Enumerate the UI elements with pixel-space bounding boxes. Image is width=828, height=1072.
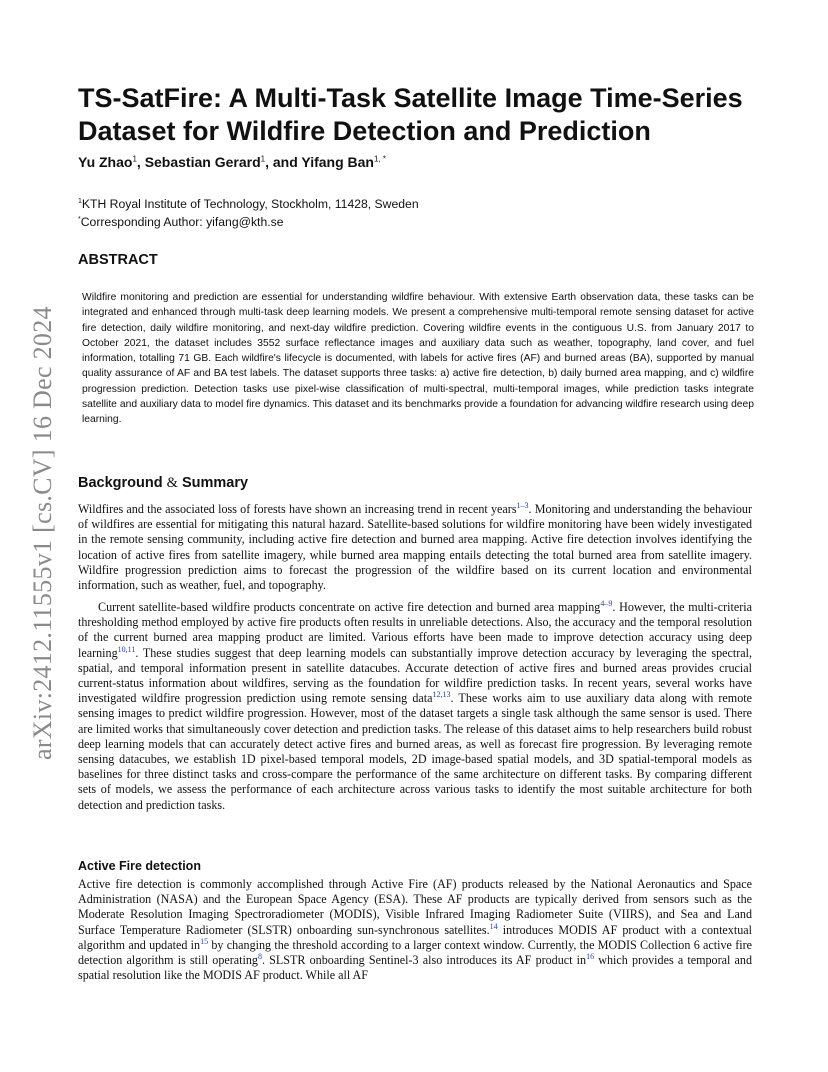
paragraph-text: Active fire detection is commonly accomplished through Active Fire (AF) products released by the National Aeronautics and Space Administration (NASA) and the European Space Agency (ESA). These AF products are typically derived from sensors such as the Moderate Resolution Imaging Spectroradiometer (MODIS), Visible Infrared Imaging Radiometer Suite (VIIRS), and Sea and Land Surface Temperature Radiometer (SLSTR) onboarding sun-synchronous satellites.: [78, 877, 752, 937]
arxiv-identifier: arXiv:2412.11555v1 [cs.CV] 16 Dec 2024: [28, 306, 57, 760]
section-heading-background: [78, 475, 248, 492]
citation-link[interactable]: 14: [489, 921, 498, 931]
author-name: Yifang Ban: [301, 154, 374, 170]
affiliations: [78, 194, 419, 230]
author-list: [78, 154, 386, 170]
abstract-heading: ABSTRACT: [78, 252, 158, 268]
author-affiliation-mark: 1: [260, 154, 266, 164]
paper-title: TS-SatFire: A Multi-Task Satellite Image Time-Series Dataset for Wildfire Detection and Prediction: [78, 83, 743, 146]
author-name: Sebastian Gerard: [144, 154, 261, 170]
citation-link[interactable]: 8: [257, 951, 262, 961]
abstract-body: Wildfire monitoring and prediction are essential for understanding wildfire behaviour. With extensive Earth observation data, these tasks can be integrated and enhanced through multi-task deep learning models. We present a comprehensive multi-temporal remote sensing dataset for active fire detection, daily wildfire monitoring, and next-day wildfire prediction. Covering wildfire events in the contiguous U.S. from January 2017 to October 2021, the dataset includes 3552 surface reflectance images and auxiliary data such as weather, topography, land cover, and fuel information, totalling 71 GB. Each wildfire's lifecycle is documented, with labels for active fires (AF) and burned areas (BA), supported by manual quality assurance of AF and BA test labels. The dataset supports three tasks: a) active fire detection, b) daily burned area mapping, and c) wildfire progression prediction. Detection tasks use pixel-wise classification of multi-spectral, multi-temporal images, while prediction tasks integrate satellite and auxiliary data to model fire dynamics. This dataset and its benchmarks provide a foundation for advancing wildfire research using deep learning.: [82, 292, 754, 426]
heading-ampersand: &: [166, 475, 178, 491]
citation-link[interactable]: 10,11: [117, 644, 136, 654]
paragraph-text: introduces MODIS AF product with a contextual algorithm and updated in: [78, 922, 752, 952]
citation-link[interactable]: 16: [586, 951, 595, 961]
paragraph-text: by changing the threshold according to a larger context window. Currently, the MODIS Collection 6 active fire detection algorithm is still operating: [78, 937, 752, 968]
affiliation-line: [78, 194, 419, 212]
affiliation-mark: 1: [78, 198, 82, 205]
paragraph-text: . These works aim to use auxiliary data along with remote sensing images to predict wildfire progression. However, most of the dataset targets a single task although the same sensor is used. There are limited works that simultaneously cover detection and prediction tasks. The release of this dataset aims to help researchers build robust deep learning models that can accurately detect active fires and burned areas, as well as forecast fire progression. By leveraging remote sensing datacubes, we establish 1D pixel-based temporal models, 2D image-based spatial models, and 3D spatial-temporal models as baselines for three distinct tasks and cross-compare the performance of the same architecture on different tasks. By comparing different sets of models, we assess the performance of each architecture across various tasks to identify the most suitable architecture for both detection and prediction tasks.: [78, 691, 752, 812]
paragraph-text: Current satellite-based wildfire products concentrate on active fire detection and burned area mapping: [98, 600, 601, 614]
corresponding-author-line: [78, 212, 419, 230]
heading-text: Background: [78, 475, 163, 491]
corresponding-author-text: Corresponding Author: yifang@kth.se: [80, 215, 284, 230]
heading-text: Summary: [181, 475, 249, 491]
paragraph-text: Wildfires and the associated loss of forests have shown an increasing trend in recent years: [78, 502, 517, 516]
active-fire-paragraph: [78, 877, 752, 983]
paragraph-text: . These studies suggest that deep learning models can substantially improve detection accuracy by leveraging the spectral, spatial, and temporal information present in satellite datacubes. Accurate detection of active fires and burned areas provides crucial current-status information about wildfires, serving as the foundation for wildfire prediction tasks. In recent years, several works have investigated wildfire progression prediction using remote sensing data: [78, 645, 752, 706]
affiliation-mark: *: [78, 216, 81, 224]
paragraph-text: . However, the multi-criteria thresholding method employed by active fire products often results in unreliable detections. Also, the accuracy and the temporal resolution of the current burned area mapping product are limited. Various efforts have been made to improve detection accuracy using deep learning: [78, 600, 753, 660]
citation-link[interactable]: 1–3: [516, 500, 529, 510]
background-paragraph-2: [78, 600, 752, 813]
background-paragraph-1: [78, 502, 752, 593]
author-name: Yu Zhao: [78, 154, 133, 170]
author-affiliation-mark: 1, *: [374, 154, 387, 164]
paragraph-text: which provides a temporal and spatial resolution like the MODIS AF product. While all AF: [78, 953, 753, 983]
citation-link[interactable]: 4–9: [600, 598, 613, 608]
author-affiliation-mark: 1: [132, 154, 137, 164]
author-separator: , and: [265, 154, 302, 170]
paragraph-text: . Monitoring and understanding the behaviour of wildfires are essential for mitigating this natural hazard. Satellite-based solutions for wildfire monitoring have been widely investigated in the remote sensing community, including active fire detection and burned area mapping. Active fire detection involves identifying the location of active fires from satellite imagery, while burned area mapping entails detecting the total burned area from satellite imagery. Wildfire progression prediction aims to forecast the progression of the wildfire based on its current location and environmental information, such as weather, fuel, and topography.: [78, 502, 752, 593]
affiliation-text: KTH Royal Institute of Technology, Stockholm, 11428, Sweden: [81, 197, 419, 212]
citation-link[interactable]: 12,13: [432, 690, 451, 700]
subsection-heading-active-fire: Active Fire detection: [78, 859, 201, 873]
citation-link[interactable]: 15: [200, 936, 209, 946]
paragraph-text: . SLSTR onboarding Sentinel-3 also introduces its AF product in: [261, 953, 587, 968]
author-separator: ,: [136, 154, 145, 170]
